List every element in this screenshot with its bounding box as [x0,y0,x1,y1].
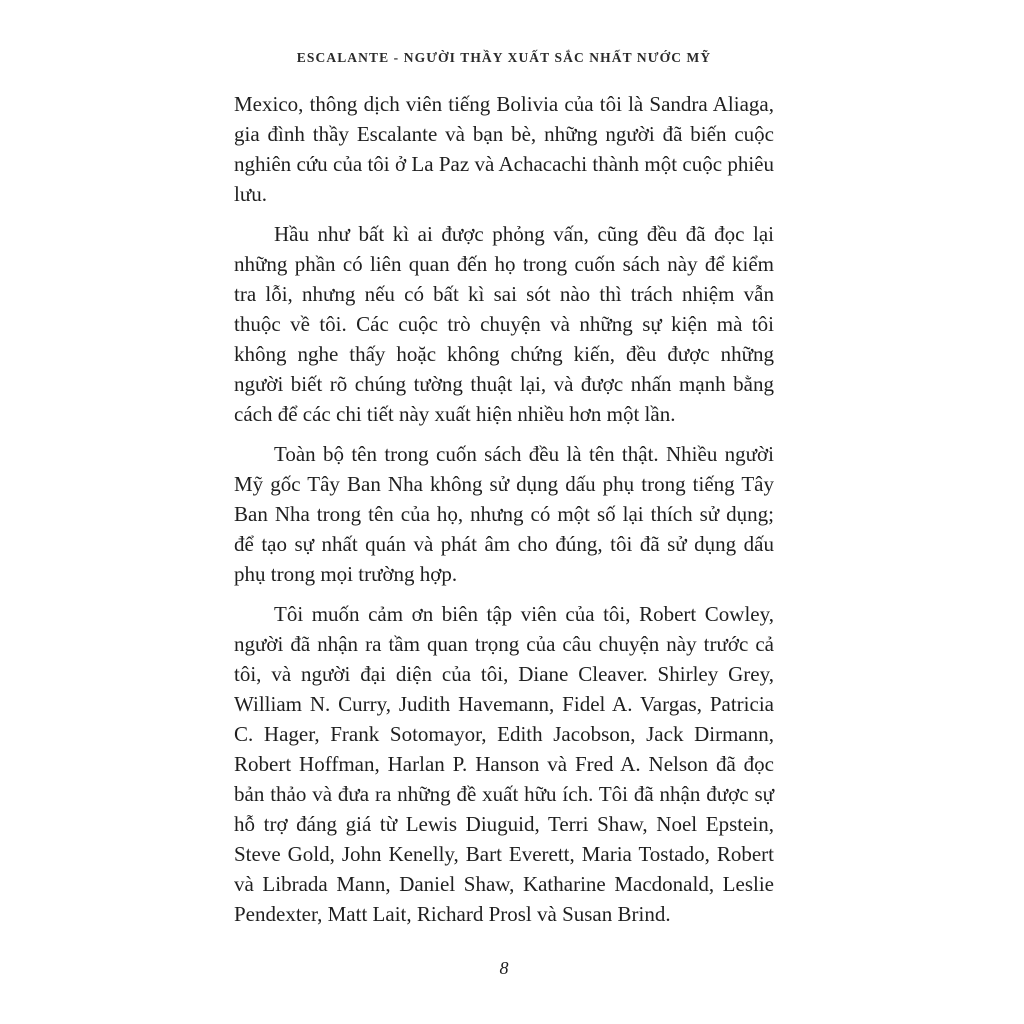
paragraph-3: Toàn bộ tên trong cuốn sách đều là tên thật. Nhiều người Mỹ gốc Tây Ban Nha không sử dụng dấu phụ trong tiếng Tây Ban Nha trong tên của họ, nhưng có một số lại thích sử dụng; để tạo sự nhất quán và phát âm cho đúng, tôi đã sử dụng dấu phụ trong mọi trường hợp. [234,442,774,586]
running-head: ESCALANTE - NGƯỜI THẦY XUẤT SẮC NHẤT NƯỚC MỸ [296,50,712,65]
paragraph-4: Tôi muốn cảm ơn biên tập viên của tôi, Robert Cowley, người đã nhận ra tầm quan trọng của câu chuyện này trước cả tôi, và người đại diện của tôi, Diane Cleaver. Shirley Grey, William N. Curry, Judith Havemann, Fidel A. Vargas, Patricia C. Hager, Frank Sotomayor, Edith Jacobson, Jack Dirmann, Robert Hoffman, Harlan P. Hanson và Fred A. Nelson đã đọc bản thảo và đưa ra những đề xuất hữu ích. Tôi đã nhận được sự hỗ trợ đáng giá từ Lewis Diuguid, Terri Shaw, Noel Epstein, Steve Gold, John Kenelly, Bart Everett, Maria Tostado, Robert và Librada Mann, Daniel Shaw, Katharine Macdonald, Leslie Pendexter, Matt Lait, Richard Prosl và Susan Brind. [234,602,774,926]
paragraph-2: Hầu như bất kì ai được phỏng vấn, cũng đều đã đọc lại những phần có liên quan đến họ trong cuốn sách này để kiểm tra lỗi, nhưng nếu có bất kì sai sót nào thì trách nhiệm vẫn thuộc về tôi. Các cuộc trò chuyện và những sự kiện mà tôi không nghe thấy hoặc không chứng kiến, đều được những người biết rõ chúng tường thuật lại, và được nhấn mạnh bằng cách để các chi tiết này xuất hiện nhiều hơn một lần. [234,222,774,426]
page-number: 8 [499,958,509,978]
body-text [234,89,774,929]
paragraph-1: Mexico, thông dịch viên tiếng Bolivia của tôi là Sandra Aliaga, gia đình thầy Escalante và bạn bè, những người đã biến cuộc nghiên cứu của tôi ở La Paz và Achacachi thành một cuộc phiêu lưu. [234,92,774,206]
